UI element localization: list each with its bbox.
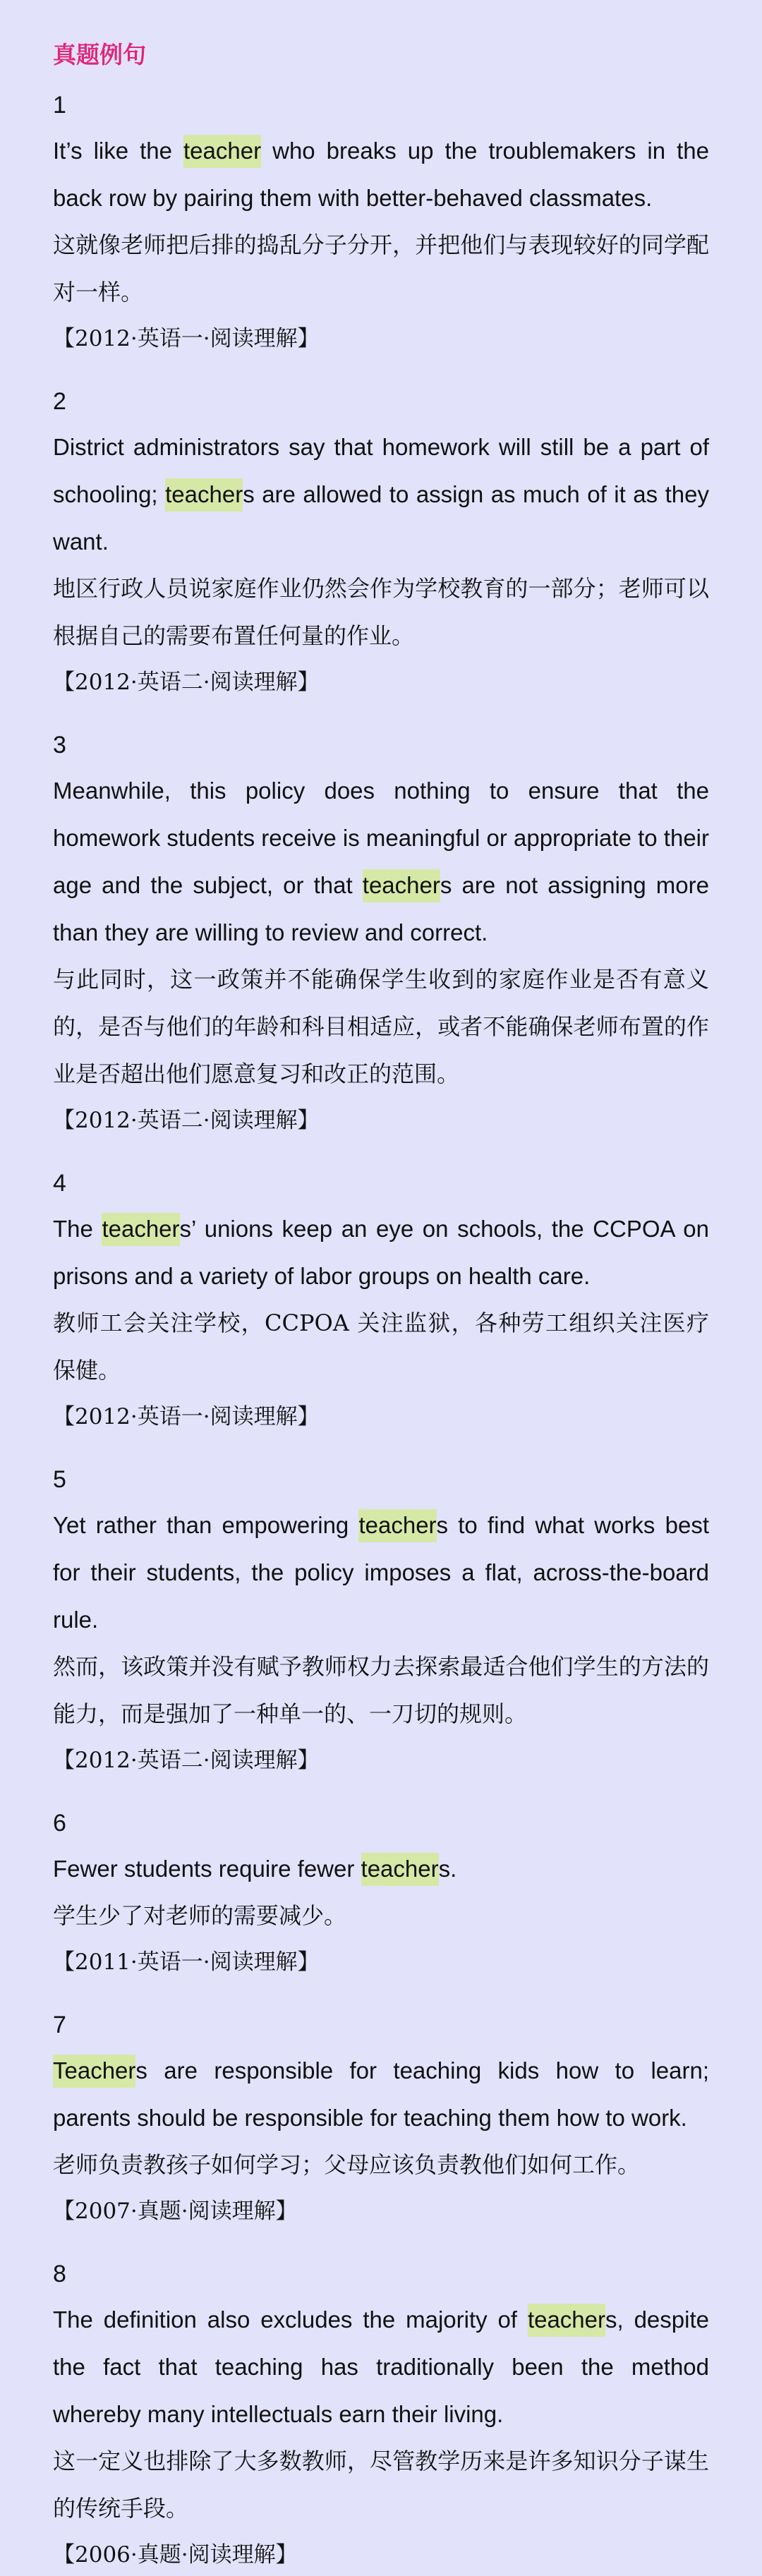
english-sentence [53, 1501, 709, 1643]
sentence-text: Fewer students require fewer [53, 1856, 361, 1882]
english-sentence [53, 2296, 709, 2438]
chinese-translation: 老师负责教孩子如何学习；父母应该负责教他们如何工作。 [53, 2151, 641, 2178]
sentence-text: s, despite the fact that teaching has traditionally been the method whereby many intellectuals earn their living. [53, 2306, 709, 2427]
example-number: 2 [53, 388, 66, 415]
sentence-text: s. [438, 1856, 457, 1882]
example-number: 6 [53, 1810, 66, 1837]
sentence-text: s to find what works best for their students, the policy imposes a flat, across-the-board rule. [53, 1512, 709, 1633]
source-tag: 【2007·真题·阅读理解】 [53, 2199, 298, 2224]
example-7 [53, 2007, 709, 2232]
source-tag: 【2012·英语二·阅读理解】 [53, 1748, 320, 1773]
sentence-text: Yet rather than empowering [53, 1512, 359, 1538]
example-number: 5 [53, 1466, 66, 1493]
source-tag: 【2011·英语一·阅读理解】 [53, 1949, 320, 1975]
source-tag: 【2012·英语二·阅读理解】 [53, 670, 320, 695]
chinese-translation: 这一定义也排除了大多数教师，尽管教学历来是许多知识分子谋生的传统手段。 [53, 2448, 709, 2522]
highlighted-keyword: teacher [102, 1213, 179, 1246]
example-1 [53, 87, 709, 360]
source-tag: 【2012·英语一·阅读理解】 [53, 1404, 320, 1429]
source-tag: 【2012·英语二·阅读理解】 [53, 1108, 320, 1133]
highlighted-keyword: teacher [528, 2304, 605, 2337]
chinese-translation: 地区行政人员说家庭作业仍然会作为学校教育的一部分；老师可以根据自己的需要布置任何量的作业。 [53, 575, 709, 649]
example-number: 4 [53, 1170, 66, 1197]
highlighted-keyword: Teacher [53, 2055, 135, 2088]
sentence-text: It’s like the [53, 138, 184, 164]
section-title: 真题例句 [53, 41, 146, 68]
example-8 [53, 2256, 709, 2576]
english-sentence [53, 423, 709, 565]
example-2 [53, 384, 709, 703]
sentence-text: s are allowed to assign as much of it as they want. [53, 481, 710, 555]
highlighted-keyword: teacher [183, 135, 261, 168]
example-number: 1 [53, 92, 66, 119]
sentence-text: The definition also excludes the majority of [53, 2306, 528, 2333]
english-sentence [53, 1205, 709, 1300]
chinese-translation: 教师工会关注学校，CCPOA 关注监狱，各种劳工组织关注医疗保健。 [53, 1310, 709, 1384]
english-sentence [53, 127, 709, 222]
sentence-text: s’ unions keep an eye on schools, the CCPOA on prisons and a variety of labor groups on health care. [53, 1216, 709, 1289]
example-3 [53, 727, 709, 1142]
highlighted-keyword: teacher [358, 1509, 436, 1542]
highlighted-keyword: teacher [361, 1853, 439, 1886]
chinese-translation: 学生少了对老师的需要减少。 [53, 1902, 347, 1929]
highlighted-keyword: teacher [165, 478, 243, 512]
sentence-text: s are responsible for teaching kids how to learn; parents should be responsible for teaching them how to work. [53, 2057, 709, 2131]
sentence-text: District administrators say that homework will still be a part of schooling; [53, 434, 709, 507]
sentence-text: s are not assigning more than they are willing to review and correct. [53, 872, 709, 945]
example-number: 3 [53, 732, 66, 758]
example-5 [53, 1462, 709, 1782]
example-number: 8 [53, 2261, 66, 2287]
source-tag: 【2012·英语一·阅读理解】 [53, 326, 320, 351]
sentence-text: who breaks up the troublemakers in the back row by pairing them with better-behaved classmates. [53, 138, 710, 211]
example-6 [53, 1806, 709, 1983]
chinese-translation: 然而，该政策并没有赋予教师权力去探索最适合他们学生的方法的能力，而是强加了一种单一的、一刀切的规则。 [53, 1653, 709, 1727]
english-sentence [53, 2047, 709, 2141]
sentence-text: The [53, 1216, 102, 1242]
example-4 [53, 1166, 709, 1438]
example-number: 7 [53, 2012, 66, 2038]
english-sentence [53, 1845, 709, 1892]
english-sentence [53, 767, 709, 956]
chinese-translation: 这就像老师把后排的捣乱分子分开，并把他们与表现较好的同学配对一样。 [53, 231, 709, 306]
source-tag: 【2006·真题·阅读理解】 [53, 2542, 298, 2568]
chinese-translation: 与此同时，这一政策并不能确保学生收到的家庭作业是否有意义的，是否与他们的年龄和科目相适应，或者不能确保老师布置的作业是否超出他们愿意复习和改正的范围。 [53, 966, 709, 1087]
sentence-text: Meanwhile, this policy does nothing to ensure that the homework students receive is meaningful or appropriate to their age and the subject, or that [53, 778, 709, 898]
highlighted-keyword: teacher [363, 869, 440, 902]
